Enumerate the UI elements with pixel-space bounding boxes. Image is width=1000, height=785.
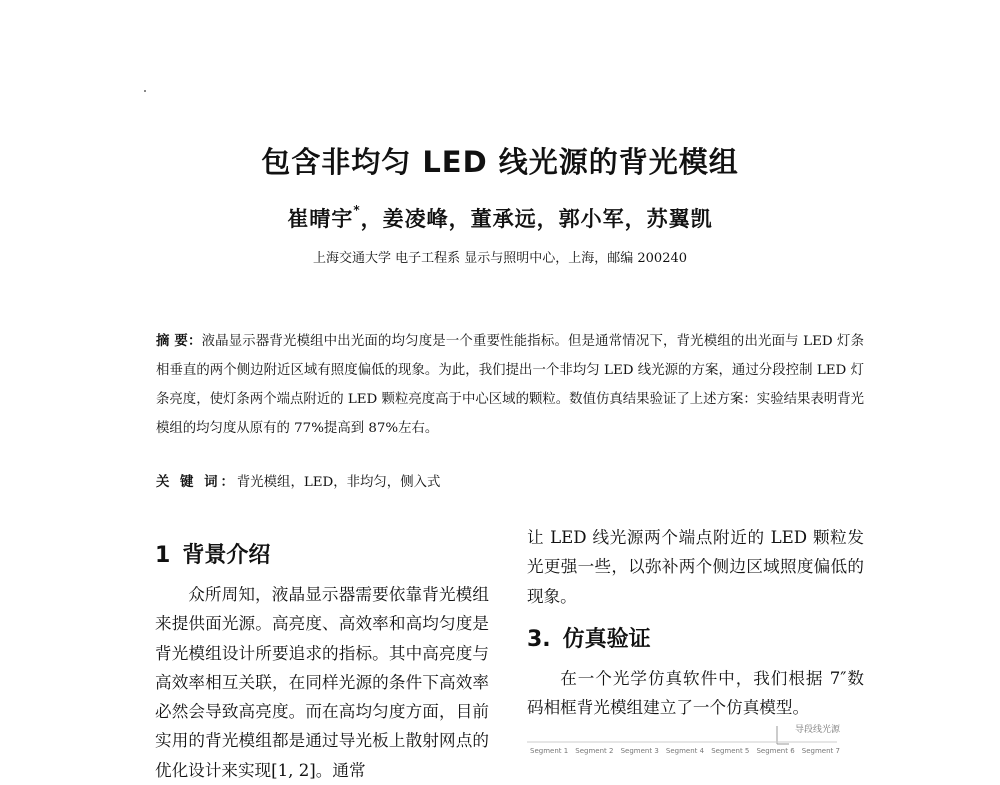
- section-2-continuation: 让 LED 线光源两个端点附近的 LED 颗粒发光更强一些，以弥补两个侧边区域照度偏低的现象。: [527, 528, 864, 606]
- scan-speck: [144, 90, 146, 92]
- section-3-number: 3.: [527, 627, 551, 652]
- section-1-number: 1: [155, 543, 171, 568]
- segment-label: Segment 2: [575, 747, 614, 755]
- segment-label: Segment 3: [620, 747, 659, 755]
- segment-label: Segment 7: [801, 747, 840, 755]
- segment-label: Segment 6: [756, 747, 795, 755]
- other-authors: ，姜凌峰，董承远，郭小军，苏翼凯: [360, 207, 713, 231]
- keywords-text: 背光模组，LED，非均匀，侧入式: [236, 475, 441, 490]
- segment-label: Segment 1: [530, 747, 569, 755]
- segment-label: Segment 5: [711, 747, 750, 755]
- section-3-heading: [527, 622, 864, 653]
- keywords: [156, 471, 864, 490]
- affiliation: 上海交通大学 电子工程系 显示与照明中心，上海，邮编 200240: [312, 251, 688, 266]
- section-1-heading: [155, 538, 489, 569]
- corresponding-mark: *: [353, 203, 361, 217]
- abstract: [156, 327, 864, 443]
- figure-segment-labels: [530, 747, 840, 755]
- abstract-text: 液晶显示器背光模组中出光面的均匀度是一个重要性能指标。但是通常情况下，背光模组的出光面与 LED 灯条相垂直的两个侧边附近区域有照度偏低的现象。为此，我们提出一个非均匀 LED 线光源的方案，通过分段控制 LED 灯条亮度，使灯条两个端点附近的 LED 颗粒亮度高于中心区域的颗粒。数值仿真结果验证了上述方案：实验结果表明背光模组的均匀度从原有的 77%提高到 87%左右。: [156, 334, 864, 436]
- paper-title: 包含非均匀 LED 线光源的背光模组: [261, 145, 739, 179]
- segment-label: Segment 4: [665, 747, 705, 755]
- keywords-label: 关 键 词：: [156, 475, 237, 490]
- section-3-title: 仿真验证: [562, 627, 651, 652]
- section-1-body: 众所周知，液晶显示器需要依靠背光模组来提供面光源。高亮度、高效率和高均匀度是背光模组设计所要追求的指标。其中高亮度与高效率相互关联，在同样光源的条件下高效率必然会导致高亮度。而在高均匀度方面，目前实用的背光模组都是通过导光板上散射网点的优化设计来实现[1, 2]。通常: [155, 585, 489, 780]
- section-3-body: 在一个光学仿真软件中，我们根据 7″数码相框背光模组建立了一个仿真模型。: [527, 669, 864, 718]
- figure-label: 导段线光源: [795, 725, 841, 735]
- author-list: [0, 203, 1000, 233]
- first-author: 崔晴宇: [287, 207, 354, 231]
- section-1-title: 背景介绍: [182, 543, 271, 568]
- abstract-label: 摘 要：: [156, 334, 202, 349]
